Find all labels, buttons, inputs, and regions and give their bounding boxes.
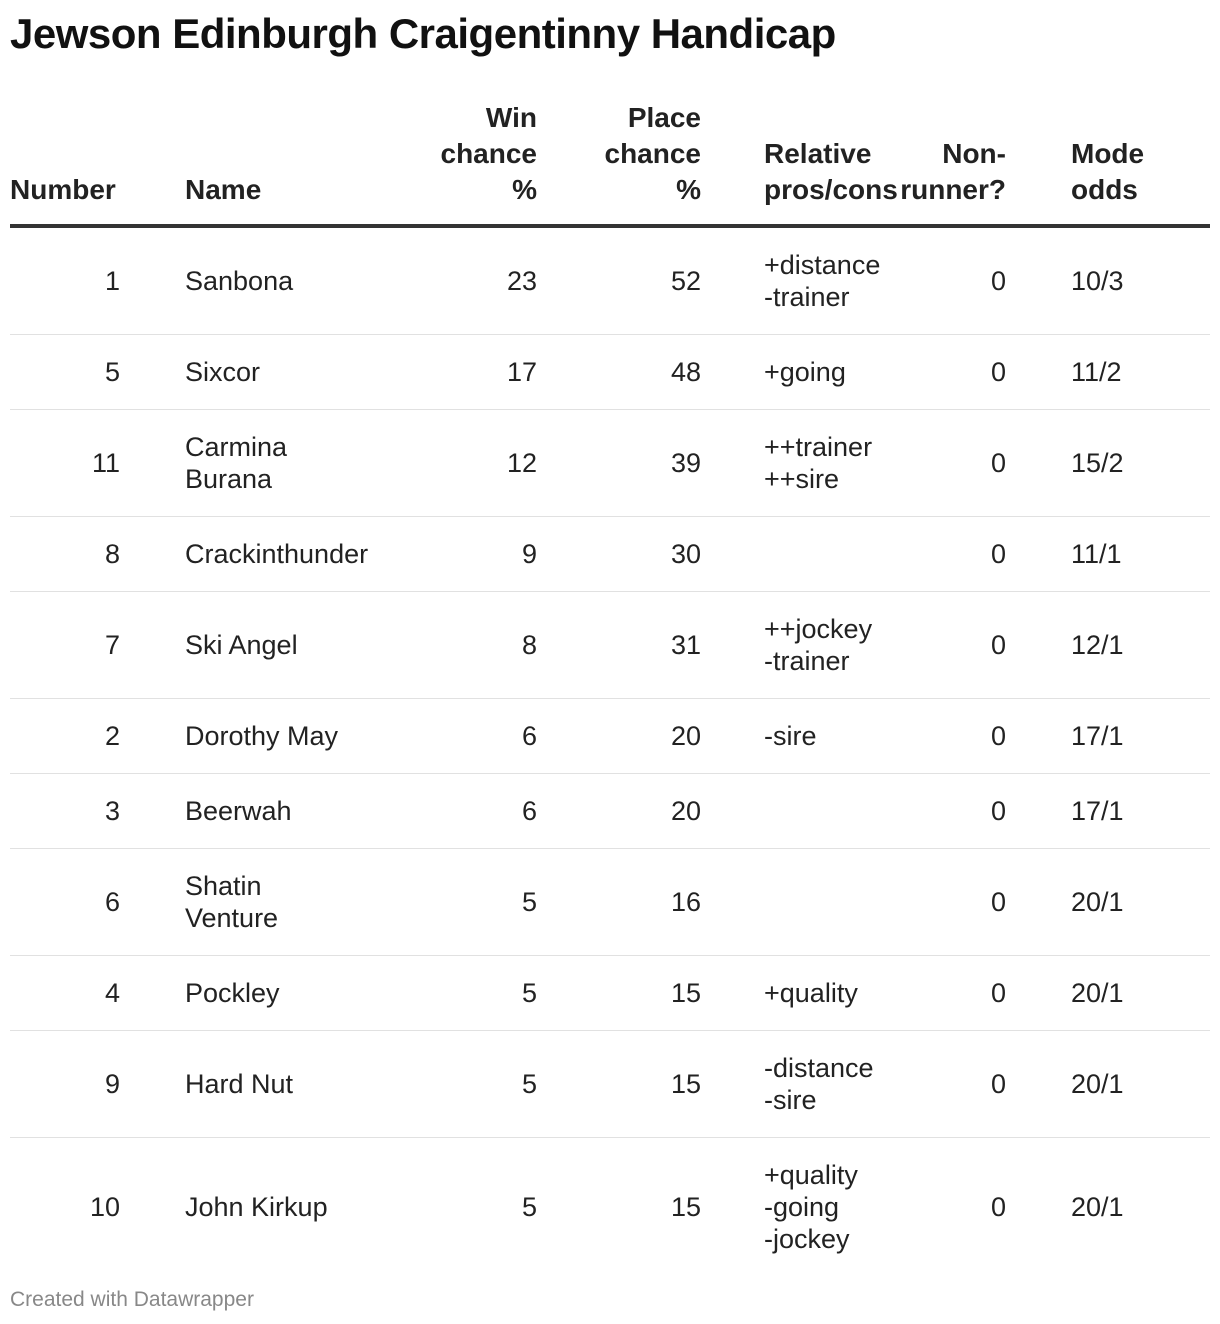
pros-cons-line: -jockey xyxy=(764,1224,850,1254)
column-header-line: chance xyxy=(604,138,701,169)
cell-number: 8 xyxy=(10,517,120,592)
cell-win-chance: 17 xyxy=(360,335,537,410)
cell-horse-name xyxy=(120,699,360,774)
column-header-line: Non- xyxy=(942,138,1006,169)
cell-place-chance: 15 xyxy=(670,1192,701,1222)
pros-cons-line: -going xyxy=(764,1192,840,1222)
cell-number: 10 xyxy=(89,1192,120,1222)
column-header-name[interactable] xyxy=(120,100,360,226)
horse-name-line: Shatin Venture xyxy=(185,871,279,933)
cell-non-runner: 0 xyxy=(990,1192,1006,1222)
cell-model-odds: 17/1 xyxy=(1006,774,1210,849)
cell-pros-cons xyxy=(701,517,876,592)
cell-win-chance: 5 xyxy=(360,956,537,1031)
pros-cons-line: -trainer xyxy=(764,282,850,312)
column-header-line: pros/cons xyxy=(764,174,898,205)
cell-non-runner: 0 xyxy=(876,517,1006,592)
table-row xyxy=(10,592,1210,699)
cell-pros-cons xyxy=(701,335,876,410)
cell-model-odds: 20/1 xyxy=(1071,1192,1124,1222)
cell-horse-name xyxy=(120,774,360,849)
cell-win-chance: 5 xyxy=(521,1192,537,1222)
horse-name-line: Dorothy May xyxy=(185,721,339,751)
cell-number: 1 xyxy=(10,226,120,335)
cell-horse-name xyxy=(120,956,360,1031)
cell-horse-name xyxy=(120,592,360,699)
cell-pros-cons xyxy=(701,592,876,699)
pros-cons-line: ++sire xyxy=(764,464,840,494)
cell-number: 11 xyxy=(10,410,120,517)
cell-win-chance: 6 xyxy=(360,699,537,774)
cell-horse-name xyxy=(120,849,360,956)
cell-pros-cons xyxy=(701,849,876,956)
cell-non-runner: 0 xyxy=(876,1031,1006,1138)
cell-win-chance: 5 xyxy=(360,1031,537,1138)
cell-horse-name xyxy=(120,1031,360,1138)
horse-name-line: Hard Nut xyxy=(185,1069,294,1099)
column-header-win-chance[interactable] xyxy=(360,100,537,226)
table-row xyxy=(10,226,1210,335)
cell-pros-cons xyxy=(701,226,881,335)
cell-model-odds: 20/1 xyxy=(1006,849,1210,956)
page-title: Jewson Edinburgh Craigentinny Handicap xyxy=(10,10,836,57)
table-row xyxy=(10,1138,1210,1277)
cell-non-runner: 0 xyxy=(876,849,1006,956)
cell-place-chance: 48 xyxy=(537,335,701,410)
cell-pros-cons xyxy=(701,699,876,774)
pros-cons-line: -sire xyxy=(764,721,817,751)
column-header-line: % xyxy=(512,174,537,205)
cell-horse-name xyxy=(120,226,360,335)
cell-place-chance: 39 xyxy=(537,410,701,517)
column-header-model-odds[interactable] xyxy=(1006,100,1210,226)
column-header-line: Place xyxy=(627,102,701,133)
cell-non-runner: 0 xyxy=(876,699,1006,774)
cell-place-chance: 52 xyxy=(537,226,701,335)
cell-place-chance: 31 xyxy=(537,592,701,699)
pros-cons-line: ++jockey xyxy=(764,614,873,644)
horse-name-line: Ski Angel xyxy=(185,630,298,660)
cell-place-chance: 16 xyxy=(537,849,701,956)
cell-number: 7 xyxy=(10,592,120,699)
pros-cons-line: -sire xyxy=(764,1085,817,1115)
column-header-pros-cons[interactable] xyxy=(701,100,898,226)
table-row xyxy=(10,699,1210,774)
cell-number: 9 xyxy=(10,1031,120,1138)
column-header-non-runner[interactable] xyxy=(876,100,1006,226)
cell-pros-cons xyxy=(701,410,876,517)
race-table-container xyxy=(10,100,1210,1276)
table-row xyxy=(10,956,1210,1031)
cell-win-chance: 12 xyxy=(360,410,537,517)
cell-model-odds: 11/2 xyxy=(1006,335,1210,410)
cell-model-odds: 10/3 xyxy=(1006,226,1210,335)
cell-horse-name xyxy=(120,335,360,410)
cell-model-odds: 20/1 xyxy=(1006,956,1210,1031)
table-header-row xyxy=(10,100,1210,226)
cell-model-odds: 12/1 xyxy=(1006,592,1210,699)
pros-cons-line: +going xyxy=(764,357,846,387)
horse-name-line: Beerwah xyxy=(185,796,292,826)
cell-horse-name xyxy=(120,1138,360,1277)
pros-cons-line: -trainer xyxy=(764,646,850,676)
pros-cons-line: +distance xyxy=(764,250,881,280)
column-header-line: runner? xyxy=(900,174,1006,205)
cell-model-odds: 11/1 xyxy=(1006,517,1210,592)
horse-name-line: Crackinthunder xyxy=(185,539,369,569)
cell-number: 5 xyxy=(10,335,120,410)
cell-non-runner: 0 xyxy=(876,956,1006,1031)
table-row xyxy=(10,1031,1210,1138)
cell-model-odds: 15/2 xyxy=(1006,410,1210,517)
table-row xyxy=(10,849,1210,956)
cell-win-chance: 5 xyxy=(360,849,537,956)
column-header-line: Name xyxy=(185,174,262,205)
cell-place-chance: 15 xyxy=(537,956,701,1031)
pros-cons-line: -distance xyxy=(764,1053,874,1083)
column-header-number[interactable] xyxy=(10,100,120,226)
table-row xyxy=(10,774,1210,849)
cell-model-odds: 20/1 xyxy=(1006,1031,1210,1138)
cell-non-runner: 0 xyxy=(876,592,1006,699)
cell-pros-cons xyxy=(701,1031,876,1138)
cell-non-runner: 0 xyxy=(876,335,1006,410)
cell-non-runner: 0 xyxy=(876,410,1006,517)
horse-name-line: Sanbona xyxy=(185,266,294,296)
cell-horse-name xyxy=(120,517,369,592)
pros-cons-line: +quality xyxy=(764,1160,858,1190)
horse-name-line: Burana xyxy=(185,464,273,494)
column-header-line: Number xyxy=(10,174,116,205)
pros-cons-line: +quality xyxy=(764,978,858,1008)
cell-model-odds: 17/1 xyxy=(1006,699,1210,774)
horse-name-line: Carmina xyxy=(185,432,288,462)
column-header-line: Mode xyxy=(1071,138,1145,169)
column-header-line: Win xyxy=(485,102,537,133)
attribution-footer: Created with Datawrapper xyxy=(10,1288,254,1311)
column-header-line: Relative xyxy=(764,138,872,169)
cell-number: 6 xyxy=(10,849,120,956)
column-header-line: chance xyxy=(440,138,537,169)
cell-place-chance: 20 xyxy=(537,774,701,849)
column-header-line: % xyxy=(676,174,701,205)
horse-name-line: John Kirkup xyxy=(185,1192,328,1222)
cell-non-runner: 0 xyxy=(876,226,1006,335)
cell-number: 4 xyxy=(10,956,120,1031)
cell-pros-cons xyxy=(701,1138,876,1277)
cell-win-chance: 6 xyxy=(360,774,537,849)
cell-number: 3 xyxy=(10,774,120,849)
cell-place-chance: 30 xyxy=(537,517,701,592)
column-header-place-chance[interactable] xyxy=(537,100,701,226)
cell-non-runner: 0 xyxy=(876,774,1006,849)
pros-cons-line: ++trainer xyxy=(764,432,873,462)
table-body xyxy=(10,226,1210,1276)
cell-place-chance: 20 xyxy=(537,699,701,774)
column-header-line: odds xyxy=(1071,174,1138,205)
cell-horse-name xyxy=(120,410,360,517)
cell-win-chance: 9 xyxy=(360,517,537,592)
cell-win-chance: 8 xyxy=(360,592,537,699)
cell-pros-cons xyxy=(701,774,876,849)
horse-name-line: Sixcor xyxy=(185,357,261,387)
cell-number: 2 xyxy=(10,699,120,774)
horse-name-line: Pockley xyxy=(185,978,280,1008)
table-row xyxy=(10,335,1210,410)
cell-win-chance: 23 xyxy=(360,226,537,335)
table-row xyxy=(10,517,1210,592)
cell-pros-cons xyxy=(701,956,876,1031)
race-table xyxy=(10,100,1210,1276)
cell-place-chance: 15 xyxy=(537,1031,701,1138)
table-row xyxy=(10,410,1210,517)
